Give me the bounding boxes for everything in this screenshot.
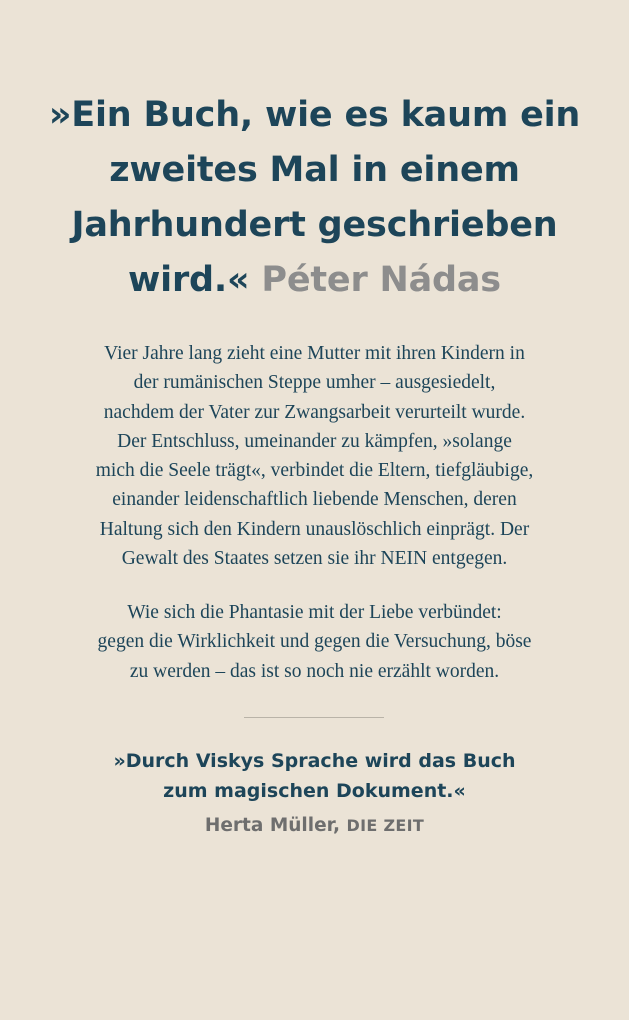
blurb-line: mich die Seele trägt«, verbindet die Eltern, tiefgläubige, [95,460,534,482]
blurb-line: nachdem der Vater zur Zwangsarbeit verurteilt wurde. [103,401,526,423]
blurb-paragraph-1 [28,339,601,573]
review-quote-line: zum magischen Dokument.« [163,780,466,802]
review-author: Herta Müller, [204,815,341,836]
headline-line: zweites Mal in einem [109,150,520,190]
blurb-line: Gewalt des Staates setzen sie ihr NEIN entgegen. [121,548,508,570]
blurb-paragraph-2 [28,598,601,686]
blurb-line: Haltung sich den Kindern unauslöschlich einprägt. Der [99,518,530,540]
divider-line [244,717,384,718]
headline-line: wird.« [128,260,250,300]
blurb-line: Wie sich die Phantasie mit der Liebe verbündet: [127,602,502,623]
blurb-line: Der Entschluss, umeinander zu kämpfen, »solange [117,430,512,452]
review-quote-line: »Durch Viskys Sprache wird das Buch [113,750,516,772]
blurb-line: Vier Jahre lang zieht eine Mutter mit ihren Kindern in [104,343,525,364]
review-source: DIE ZEIT [346,816,425,835]
blurb-line: gegen die Wirklichkeit und gegen die Versuchung, böse [97,631,532,653]
headline-quote [20,88,609,308]
review-attribution [20,812,609,840]
blurb-line: zu werden – das ist so noch nie erzählt worden. [129,660,500,682]
headline-author: Péter Nádas [261,260,501,300]
review-quote [20,746,609,806]
blurb-line: der rumänischen Steppe umher – ausgesiedelt, [133,372,496,394]
headline-line: Jahrhundert geschrieben [71,205,558,245]
blurb-line: einander leidenschaftlich liebende Menschen, deren [112,489,517,511]
headline-line: »Ein Buch, wie es kaum ein [48,95,581,135]
